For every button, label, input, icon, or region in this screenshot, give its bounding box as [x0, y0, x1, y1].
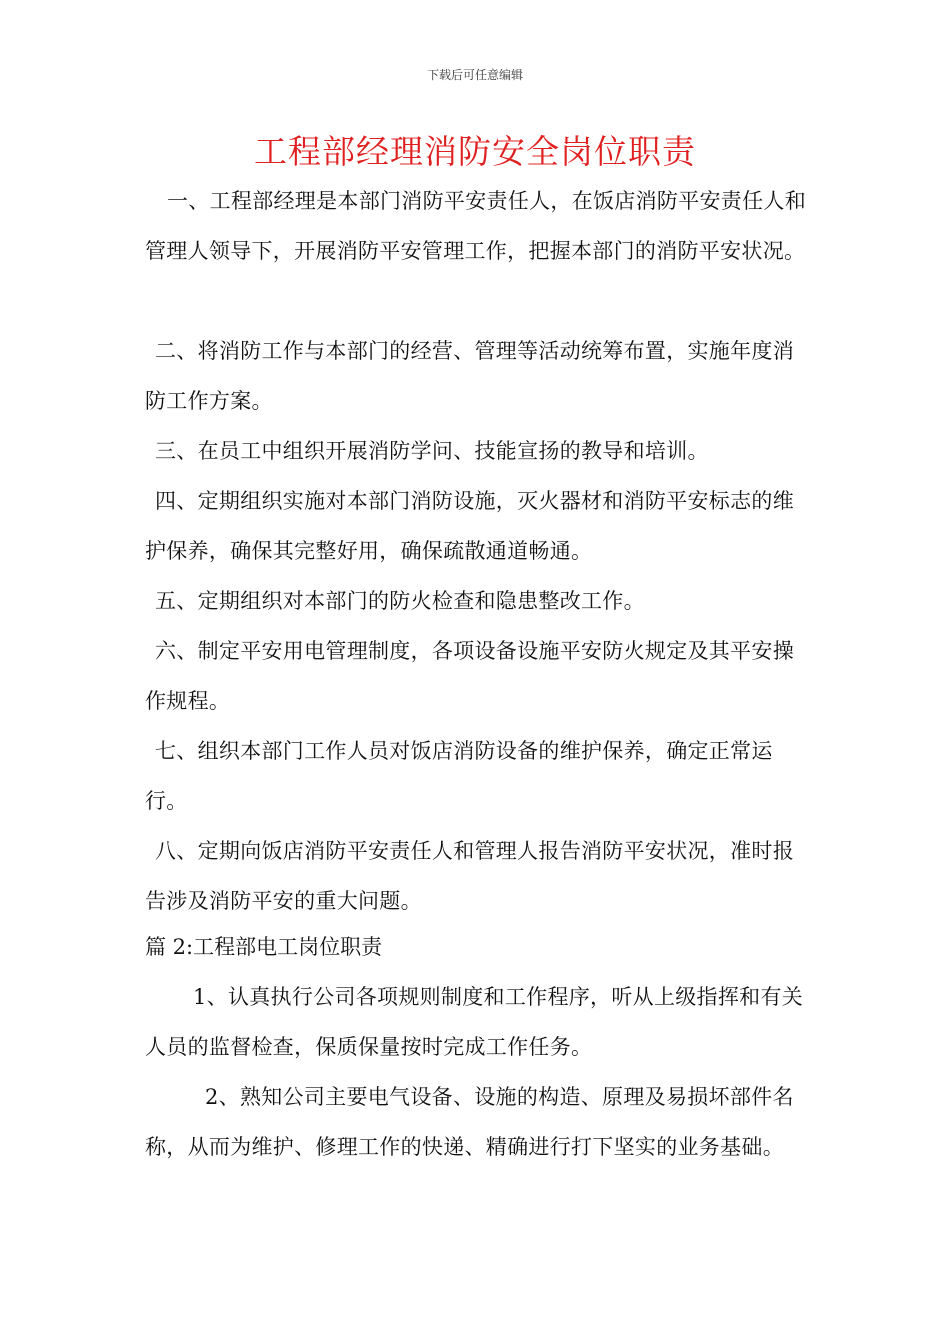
paragraph-2: 二、将消防工作与本部门的经营、管理等活动统筹布置，实施年度消防工作方案。 [145, 339, 794, 413]
section-2-paragraph-1: 1、认真执行公司各项规则制度和工作程序，听从上级指挥和有关人员的监督检查，保质保量按时完成工作任务。 [145, 985, 804, 1059]
paragraph-5: 五、定期组织对本部门的防火检查和隐患整改工作。 [155, 589, 645, 613]
paragraph-6: 六、制定平安用电管理制度，各项设备设施平安防火规定及其平安操作规程。 [145, 639, 794, 713]
document-title: 工程部经理消防安全岗位职责 [254, 132, 696, 171]
paragraph-8: 八、定期向饭店消防平安责任人和管理人报告消防平安状况，准时报告涉及消防平安的重大问题。 [145, 839, 794, 913]
section-2-paragraph-2: 2、熟知公司主要电气设备、设施的构造、原理及易损坏部件名称，从而为维护、修理工作的快递、精确进行打下坚实的业务基础。 [145, 1085, 794, 1159]
section-2-title: 篇 2:工程部电工岗位职责 [145, 935, 383, 959]
paragraph-4: 四、定期组织实施对本部门消防设施，灭火器材和消防平安标志的维护保养，确保其完整好用，确保疏散通道畅通。 [145, 489, 794, 563]
paragraph-7: 七、组织本部门工作人员对饭店消防设备的维护保养，确定正常运行。 [145, 739, 773, 813]
paragraph-3: 三、在员工中组织开展消防学问、技能宣扬的教导和培训。 [155, 439, 709, 463]
paragraph-1: 一、工程部经理是本部门消防平安责任人，在饭店消防平安责任人和管理人领导下，开展消防平安管理工作，把握本部门的消防平安状况。 [145, 189, 806, 263]
header-note: 下载后可任意编辑 [426, 68, 523, 82]
